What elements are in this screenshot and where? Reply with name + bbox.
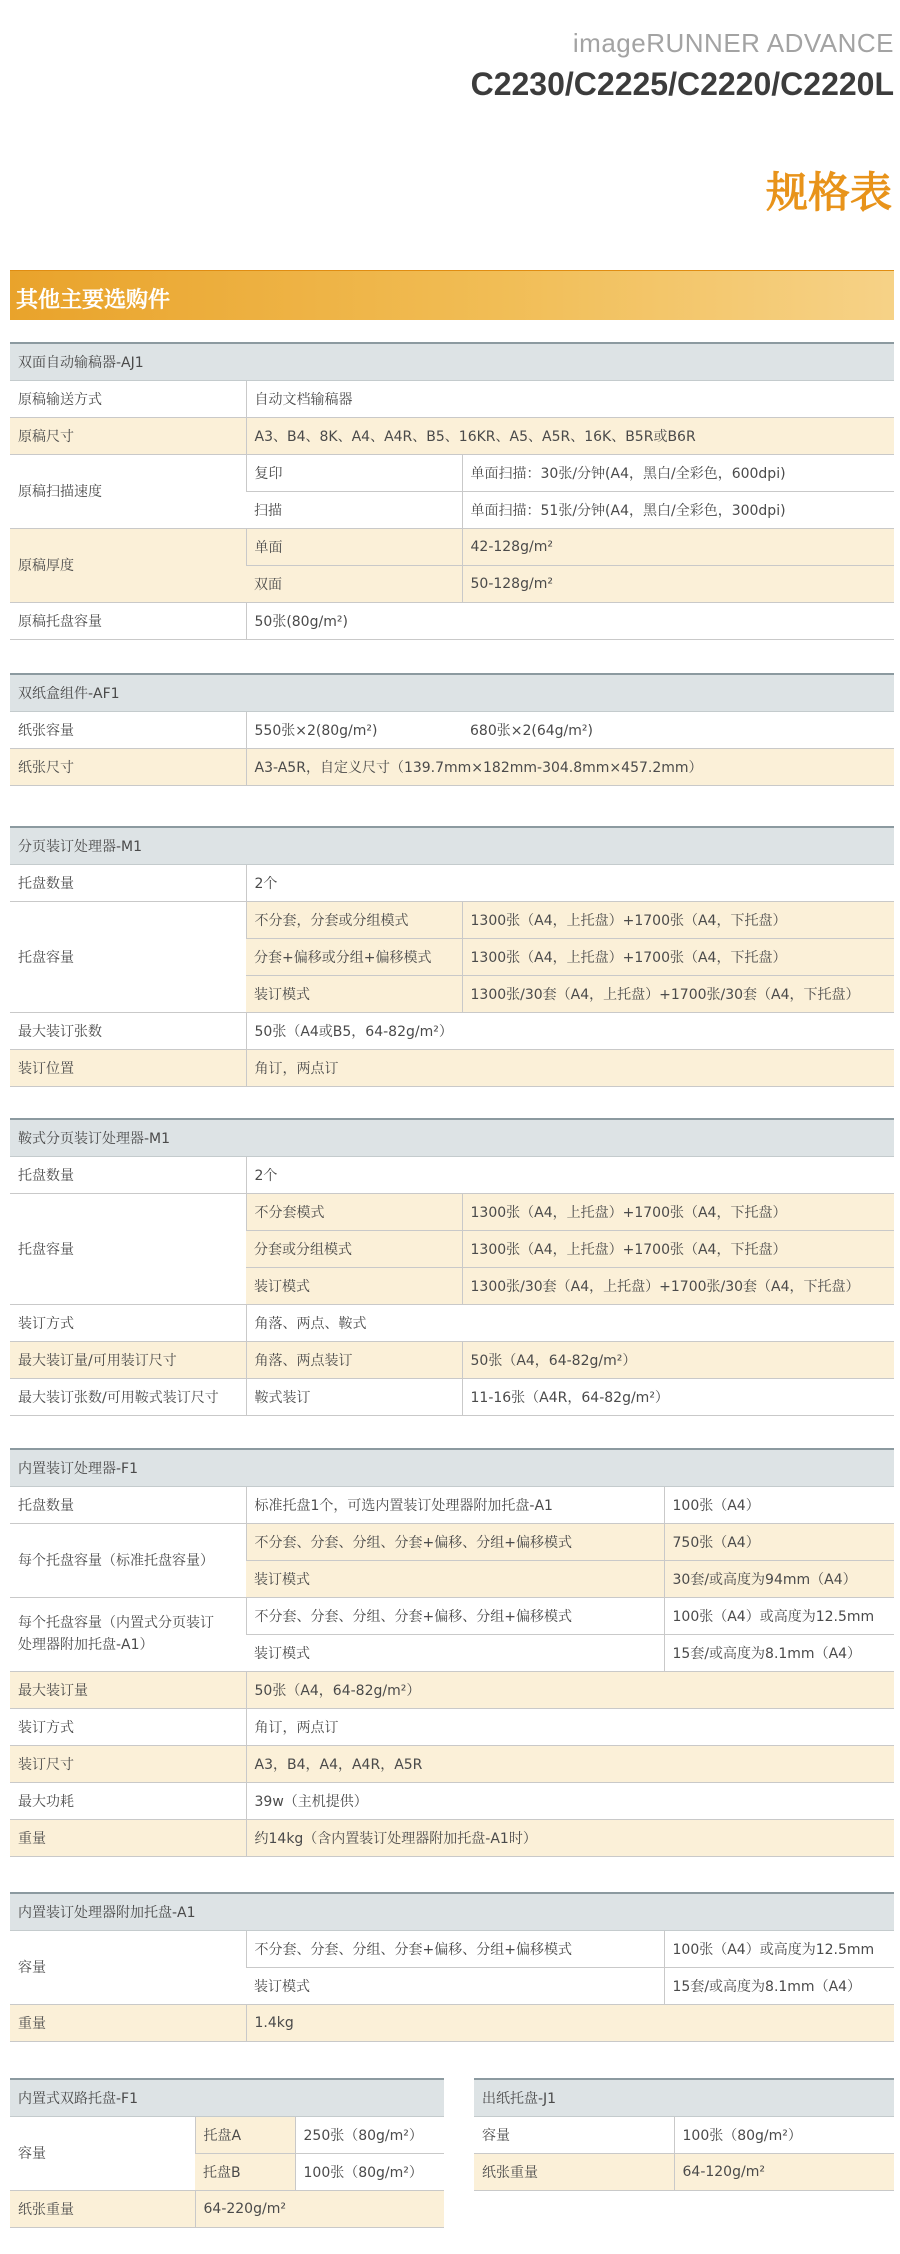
row-label: 容量 — [10, 1930, 246, 2004]
spec-table-inner-2way-tray — [10, 2078, 444, 2228]
table-title: 内置装订处理器附加托盘-A1 — [10, 1893, 894, 1930]
sub-label: 托盘A — [195, 2116, 295, 2153]
row-label: 容量 — [10, 2116, 195, 2190]
sub-label: 双面 — [246, 565, 462, 602]
table-title: 双面自动输稿器-AJ1 — [10, 343, 894, 380]
row-label: 托盘数量 — [10, 1486, 246, 1523]
row-label: 装订尺寸 — [10, 1745, 246, 1782]
sub-label: 复印 — [246, 454, 462, 491]
row-label: 每个托盘容量（标准托盘容量） — [10, 1523, 246, 1597]
row-label: 托盘数量 — [10, 864, 246, 901]
sub-label: 不分套、分套、分组、分套+偏移、分组+偏移模式 — [246, 1523, 664, 1560]
sub-label: 鞍式装订 — [246, 1378, 462, 1415]
table-title: 双纸盒组件-AF1 — [10, 674, 894, 711]
model-numbers: C2230/C2225/C2220/C2220L — [470, 66, 894, 102]
row-label: 原稿输送方式 — [10, 380, 246, 417]
row-value: 50张（A4，64-82g/m²） — [462, 1341, 894, 1378]
sub-label: 装订模式 — [246, 1267, 462, 1304]
row-label: 最大装订量 — [10, 1671, 246, 1708]
table-title: 分页装订处理器-M1 — [10, 827, 894, 864]
sub-label: 不分套模式 — [246, 1193, 462, 1230]
row-label: 原稿尺寸 — [10, 417, 246, 454]
spec-table-adf — [10, 342, 894, 640]
row-label: 原稿厚度 — [10, 528, 246, 602]
sub-label: 角落、两点装订 — [246, 1341, 462, 1378]
row-label: 最大装订张数/可用鞍式装订尺寸 — [10, 1378, 246, 1415]
sub-label: 装订模式 — [246, 1560, 664, 1597]
sub-label: 不分套，分套或分组模式 — [246, 901, 462, 938]
row-value: 单面扫描：51张/分钟(A4，黑白/全彩色，300dpi) — [462, 491, 894, 528]
row-value: 15套/或高度为8.1mm（A4） — [664, 1634, 894, 1671]
row-value: 64-220g/m² — [195, 2190, 444, 2227]
spec-table-cassette — [10, 673, 894, 786]
sub-label: 扫描 — [246, 491, 462, 528]
row-value: 100张（A4）或高度为12.5mm — [664, 1930, 894, 1967]
row-value: 2个 — [246, 1156, 894, 1193]
row-label: 装订方式 — [10, 1304, 246, 1341]
row-value: 39w（主机提供） — [246, 1782, 894, 1819]
sub-label: 不分套、分套、分组、分套+偏移、分组+偏移模式 — [246, 1930, 664, 1967]
spec-table-finisher — [10, 826, 894, 1087]
row-label: 最大装订张数 — [10, 1012, 246, 1049]
row-value: 1300张（A4，上托盘）+1700张（A4，下托盘） — [462, 901, 894, 938]
row-value: 1300张（A4，上托盘）+1700张（A4，下托盘） — [462, 1193, 894, 1230]
row-label: 重量 — [10, 2004, 246, 2041]
row-value: 750张（A4） — [664, 1523, 894, 1560]
row-label-line1: 每个托盘容量（内置式分页装订 — [18, 1615, 214, 1631]
row-label: 纸张容量 — [10, 711, 246, 748]
row-value: 2个 — [246, 864, 894, 901]
spec-table-additional-tray — [10, 1892, 894, 2042]
row-value: 单面扫描：30张/分钟(A4，黑白/全彩色，600dpi) — [462, 454, 894, 491]
row-value: 680张×2(64g/m²) — [462, 711, 894, 748]
row-label: 原稿托盘容量 — [10, 602, 246, 639]
row-label: 装订位置 — [10, 1049, 246, 1086]
row-value: 100张（80g/m²） — [295, 2153, 444, 2190]
page-title: 规格表 — [765, 168, 892, 217]
row-label-line2: 处理器附加托盘-A1） — [18, 1637, 154, 1653]
row-value: 100张（80g/m²） — [674, 2116, 894, 2153]
row-value: 角落、两点、鞍式 — [246, 1304, 894, 1341]
table-title: 内置装订处理器-F1 — [10, 1449, 894, 1486]
row-value: 100张（A4） — [664, 1486, 894, 1523]
row-value: 50张（A4或B5，64-82g/m²） — [246, 1012, 894, 1049]
row-value: 50张（A4，64-82g/m²） — [246, 1671, 894, 1708]
row-label: 原稿扫描速度 — [10, 454, 246, 528]
row-value: 250张（80g/m²） — [295, 2116, 444, 2153]
row-value: 50-128g/m² — [462, 565, 894, 602]
spec-table-inner-finisher — [10, 1448, 894, 1857]
row-value: 1300张（A4，上托盘）+1700张（A4，下托盘） — [462, 938, 894, 975]
row-value: 角订，两点订 — [246, 1049, 894, 1086]
brand-title: imageRUNNER ADVANCE — [572, 28, 894, 58]
table-title: 内置式双路托盘-F1 — [10, 2079, 444, 2116]
row-value: 角订，两点订 — [246, 1708, 894, 1745]
row-value: 11-16张（A4R，64-82g/m²） — [462, 1378, 894, 1415]
table-title: 出纸托盘-J1 — [474, 2079, 894, 2116]
table-title: 鞍式分页装订处理器-M1 — [10, 1119, 894, 1156]
row-label — [10, 1597, 246, 1671]
row-value: A3、B4、8K、A4、A4R、B5、16KR、A5、A5R、16K、B5R或B6R — [246, 417, 894, 454]
row-value: 1300张（A4，上托盘）+1700张（A4，下托盘） — [462, 1230, 894, 1267]
row-value: 100张（A4）或高度为12.5mm — [664, 1597, 894, 1634]
row-value: 约14kg（含内置装订处理器附加托盘-A1时） — [246, 1819, 894, 1856]
row-label: 容量 — [474, 2116, 674, 2153]
sub-label: 单面 — [246, 528, 462, 565]
row-label: 纸张尺寸 — [10, 748, 246, 785]
sub-label: 装订模式 — [246, 1634, 664, 1671]
sub-label: 分套或分组模式 — [246, 1230, 462, 1267]
row-value: 64-120g/m² — [674, 2153, 894, 2190]
row-value: 42-128g/m² — [462, 528, 894, 565]
row-label: 纸张重量 — [474, 2153, 674, 2190]
sub-label: 托盘B — [195, 2153, 295, 2190]
row-label: 最大功耗 — [10, 1782, 246, 1819]
row-value: 15套/或高度为8.1mm（A4） — [664, 1967, 894, 2004]
row-label: 纸张重量 — [10, 2190, 195, 2227]
row-value: 1300张/30套（A4，上托盘）+1700张/30套（A4，下托盘） — [462, 1267, 894, 1304]
sub-label: 标准托盘1个，可选内置装订处理器附加托盘-A1 — [246, 1486, 664, 1523]
sub-label: 装订模式 — [246, 1967, 664, 2004]
row-value: 550张×2(80g/m²) — [246, 711, 462, 748]
row-label: 托盘数量 — [10, 1156, 246, 1193]
row-label: 最大装订量/可用装订尺寸 — [10, 1341, 246, 1378]
row-value: 30套/或高度为94mm（A4） — [664, 1560, 894, 1597]
row-label: 重量 — [10, 1819, 246, 1856]
row-label: 装订方式 — [10, 1708, 246, 1745]
spec-table-saddle-finisher — [10, 1118, 894, 1416]
row-value: A3-A5R，自定义尺寸（139.7mm×182mm-304.8mm×457.2mm） — [246, 748, 894, 785]
row-label: 托盘容量 — [10, 901, 246, 1012]
section-banner: 其他主要选购件 — [10, 270, 894, 320]
row-label: 托盘容量 — [10, 1193, 246, 1304]
row-value: 1300张/30套（A4，上托盘）+1700张/30套（A4，下托盘） — [462, 975, 894, 1012]
sub-label: 分套+偏移或分组+偏移模式 — [246, 938, 462, 975]
row-value: 自动文档输稿器 — [246, 380, 894, 417]
spec-table-output-tray — [474, 2078, 894, 2191]
row-value: 1.4kg — [246, 2004, 894, 2041]
row-value: A3，B4，A4，A4R，A5R — [246, 1745, 894, 1782]
sub-label: 不分套、分套、分组、分套+偏移、分组+偏移模式 — [246, 1597, 664, 1634]
sub-label: 装订模式 — [246, 975, 462, 1012]
row-value: 50张(80g/m²) — [246, 602, 894, 639]
